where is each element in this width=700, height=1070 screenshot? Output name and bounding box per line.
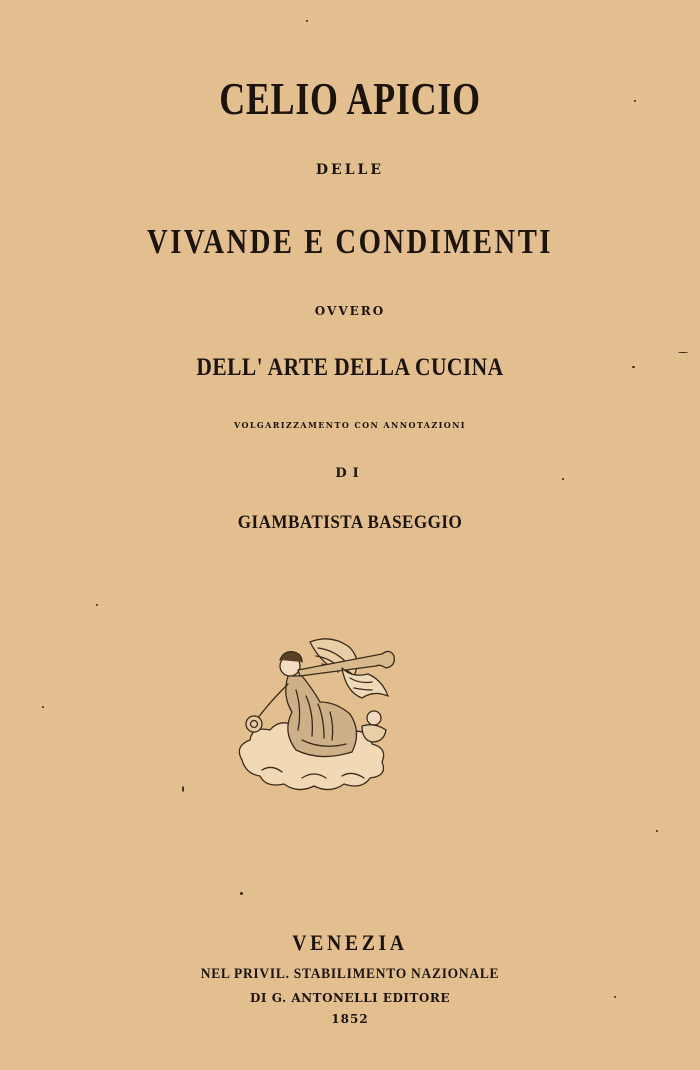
imprint-printer: NEL PRIVIL. STABILIMENTO NAZIONALE — [200, 966, 500, 982]
paper-speck — [182, 786, 184, 792]
book-subject: VIVANDE E CONDIMENTI — [147, 222, 553, 261]
paper-speck — [240, 892, 243, 895]
angel-with-trumpet-on-cloud-icon — [232, 630, 428, 795]
imprint-year: 1852 — [331, 1012, 369, 1026]
book-title: CELIO APICIO — [219, 73, 481, 124]
by-line: DI — [335, 466, 365, 481]
translator-name: GIAMBATISTA BASEGGIO — [237, 512, 463, 533]
paper-speck — [678, 352, 688, 353]
paper-speck — [42, 706, 44, 708]
title-connector: DELLE — [315, 162, 385, 178]
paper-speck — [96, 604, 98, 606]
paper-speck — [656, 830, 658, 832]
imprint-city: VENEZIA — [292, 930, 408, 955]
translation-note: VOLGARIZZAMENTO CON ANNOTAZIONI — [234, 420, 466, 430]
paper-speck — [634, 100, 636, 102]
alternative-title: DELL' ARTE DELLA CUCINA — [196, 354, 504, 381]
paper-speck — [306, 20, 308, 22]
alt-connector: OVVERO — [314, 304, 386, 318]
imprint-editor: DI G. ANTONELLI EDITORE — [250, 991, 450, 1005]
paper-speck — [562, 478, 564, 480]
paper-speck — [632, 366, 635, 368]
paper-speck — [614, 996, 616, 998]
